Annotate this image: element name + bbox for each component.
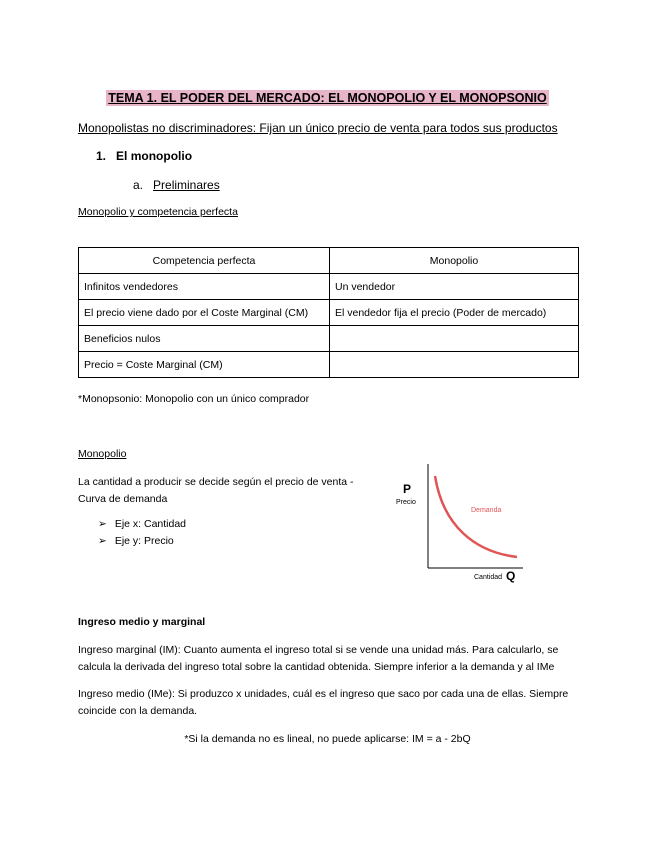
table-header-row bbox=[79, 248, 579, 274]
table-cell: Un vendedor bbox=[330, 274, 579, 300]
page-title: TEMA 1. EL PODER DEL MERCADO: EL MONOPOLIO Y EL MONOPSONIO bbox=[108, 91, 547, 105]
ingreso-heading: Ingreso medio y marginal bbox=[78, 616, 206, 628]
demand-curve bbox=[435, 476, 517, 557]
x-axis-symbol: Q bbox=[506, 569, 516, 583]
table-cell: Precio = Coste Marginal (CM) bbox=[79, 352, 330, 378]
subsection-letter: a. bbox=[133, 178, 144, 192]
subsection-label: Preliminares bbox=[153, 178, 220, 192]
table-cell: Infinitos vendedores bbox=[79, 274, 330, 300]
subsection-heading-a bbox=[133, 178, 220, 192]
monopolio-paragraph: La cantidad a producir se decide según el precio de venta - Curva de demanda bbox=[78, 476, 354, 505]
y-axis-symbol: P bbox=[403, 482, 412, 496]
table-cell: El precio viene dado por el Coste Marginal (CM) bbox=[79, 300, 330, 326]
section-label: El monopolio bbox=[116, 149, 193, 163]
table-cell bbox=[330, 326, 579, 352]
table-row bbox=[79, 274, 579, 300]
arrow-bullet-icon: ➢ bbox=[98, 518, 107, 530]
formula-note: *Si la demanda no es lineal, no puede aplicarse: IM = a - 2bQ bbox=[184, 733, 471, 745]
bullet-item: ➢ Eje y: Precio bbox=[98, 535, 174, 547]
subtitle: Monopolistas no discriminadores: Fijan un único precio de venta para todos sus productos bbox=[78, 121, 558, 135]
table-header-cell: Competencia perfecta bbox=[79, 248, 330, 274]
monopolio-heading: Monopolio bbox=[78, 448, 127, 460]
y-axis-label: Precio bbox=[396, 499, 416, 506]
section-number: 1. bbox=[96, 149, 107, 163]
arrow-bullet-icon: ➢ bbox=[98, 535, 107, 547]
demand-curve-graph bbox=[395, 456, 530, 586]
table-row bbox=[79, 352, 579, 378]
curve-label: Demanda bbox=[471, 507, 502, 514]
table-cell bbox=[330, 352, 579, 378]
ingreso-marginal-paragraph: Ingreso marginal (IM): Cuanto aumenta el ingreso total si se vende una unidad más. Para calcularlo, se calcula la derivada del ingreso total sobre la cantidad obtenida. Siempre inferior a la demanda y al IMe bbox=[78, 644, 559, 673]
bullet-item: ➢ Eje x: Cantidad bbox=[98, 518, 187, 530]
section-heading-1 bbox=[96, 149, 192, 163]
table-row bbox=[79, 300, 579, 326]
monopsonio-note: *Monopsonio: Monopolio con un único comprador bbox=[78, 393, 310, 405]
table-caption: Monopolio y competencia perfecta bbox=[78, 206, 238, 218]
table-header-cell: Monopolio bbox=[330, 248, 579, 274]
table-cell: Beneficios nulos bbox=[79, 326, 330, 352]
ingreso-medio-paragraph: Ingreso medio (IMe): Si produzco x unidades, cuál es el ingreso que saco por cada una de ellas. Siempre coincide con la demanda. bbox=[78, 688, 569, 717]
comparison-table bbox=[78, 247, 579, 378]
table-cell: El vendedor fija el precio (Poder de mercado) bbox=[330, 300, 579, 326]
table-row bbox=[79, 326, 579, 352]
x-axis-label: Cantidad bbox=[474, 574, 503, 581]
